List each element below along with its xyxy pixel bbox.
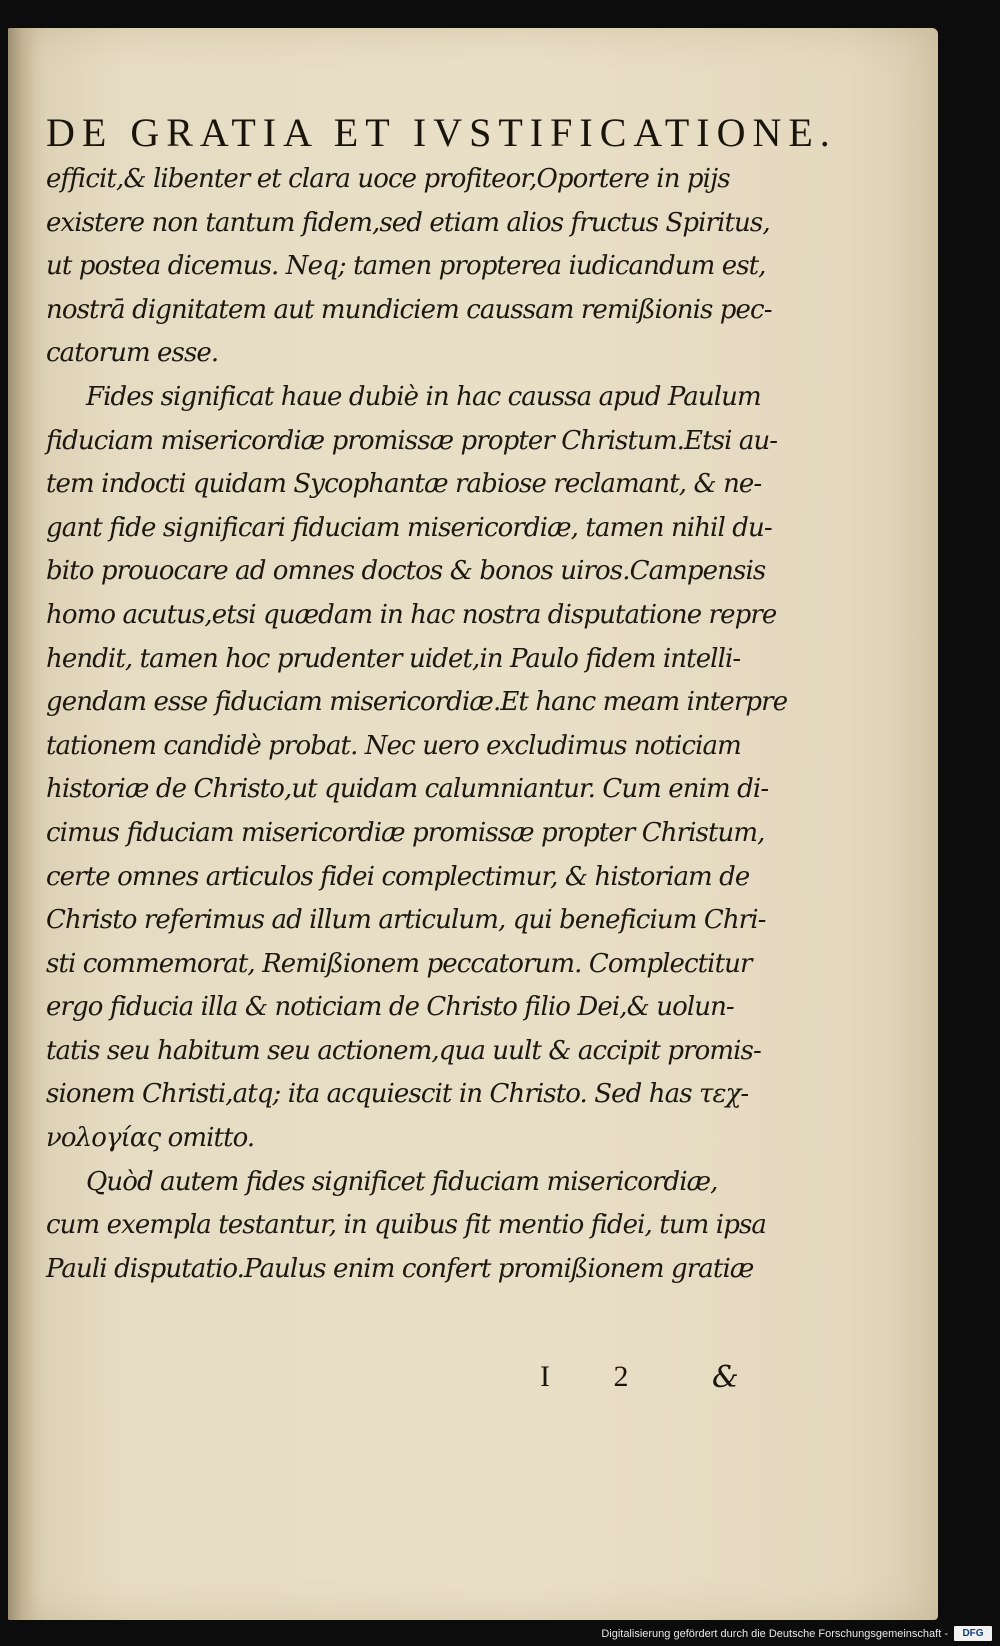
text-line: gendam esse fiduciam misericordiæ.Et hanc meam interpre [46,687,788,718]
text-line: sti commemorat, Remißionem peccatorum. Complectitur [46,948,752,979]
text-line: Pauli disputatio.Paulus enim confert promißionem gratiæ [46,1253,754,1284]
text-line: Quòd autem fides significet fiduciam misericordiæ, [86,1166,718,1197]
text-line: ut postea dicemus. Neq; tamen propterea iudicandum est, [46,251,766,282]
text-line: Fides significat haue dubiè in hac caussa apud Paulum [86,381,761,412]
running-head: DE GRATIA ET IVSTIFICATIONE. [46,110,837,155]
page-footer [46,1360,786,1404]
body-text [46,158,786,1291]
text-line: gant fide significari fiduciam misericordiæ, tamen nihil du‑ [46,512,772,543]
text-line: bito prouocare ad omnes doctos & bonos uiros.Campensis [46,556,766,587]
dfg-logo: DFG [954,1626,992,1641]
text-line: fiduciam misericordiæ promissæ propter Christum.Etsi au‑ [46,425,778,456]
catchword: & [712,1360,739,1395]
text-line: efficit,& libenter et clara uoce profiteor,Oportere in pijs [46,164,730,194]
text-line: νολογίας omitto. [46,1123,255,1154]
text-line: sionem Christi,atq; ita acquiescit in Christo. Sed has τεχ‑ [46,1079,749,1110]
text-line: ergo fiducia illa & noticiam de Christo filio Dei,& uolun‑ [46,992,734,1023]
text-line: existere non tantum fidem,sed etiam alios fructus Spiritus, [46,207,770,238]
digitization-credit: Digitalisierung gefördert durch die Deutsche Forschungsgemeinschaft - [601,1628,948,1640]
text-line: cimus fiduciam misericordiæ promissæ propter Christum, [46,817,765,848]
text-line: Christo referimus ad illum articulum, qui beneficium Chri‑ [46,905,766,936]
text-line: tem indocti quidam Sycophantæ rabiose reclamant, & ne‑ [46,469,762,500]
text-line: hendit, tamen hoc prudenter uidet,in Paulo fidem intelli‑ [46,643,741,674]
page-gutter-shadow [8,28,34,1620]
text-line: nostrā dignitatem aut mundiciem caussam remißionis pec‑ [46,294,772,325]
text-line: homo acutus,etsi quædam in hac nostra disputatione repre [46,599,777,630]
signature-mark: I 2 [540,1360,657,1393]
text-line: tatis seu habitum seu actionem,qua uult & accipit promis‑ [46,1035,761,1066]
text-line: cum exempla testantur, in quibus fit mentio fidei, tum ipsa [46,1210,766,1241]
book-page [8,28,938,1620]
text-line: catorum esse. [46,338,219,369]
text-line: certe omnes articulos fidei complectimur, & historiam de [46,861,750,892]
text-line: tationem candidè probat. Nec uero excludimus noticiam [46,730,741,761]
text-line: historiæ de Christo,ut quidam calumniantur. Cum enim di‑ [46,774,769,805]
text-block [46,108,837,1395]
